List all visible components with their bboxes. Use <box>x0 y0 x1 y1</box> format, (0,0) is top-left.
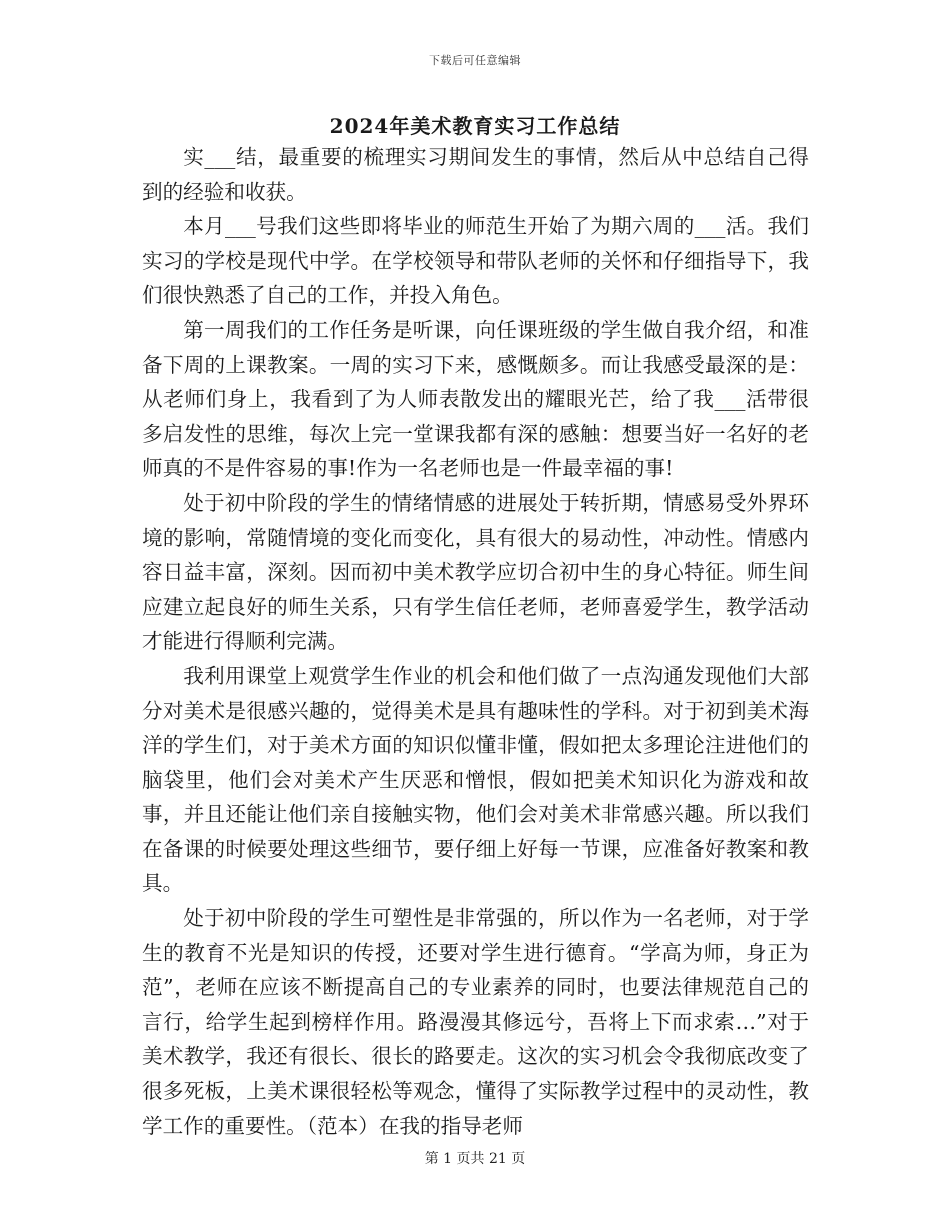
paragraph-6: 处于初中阶段的学生可塑性是非常强的，所以作为一名老师，对于学生的教育不光是知识的传授，还要对学生进行德育。“学高为师，身正为范”，老师在应该不断提高自己的专业素养的同时，也要法律规范自己的言行，给学生起到榜样作用。路漫漫其修远兮，吾将上下而求索…”对于美术教学，我还有很长、很长的路要走。这次的实习机会令我彻底改变了很多死板，上美术课很轻松等观念，懂得了实际教学过程中的灵动性，教学工作的重要性。（范本）在我的指导老师 <box>142 906 809 1138</box>
paragraph-4: 处于初中阶段的学生的情绪情感的进展处于转折期，情感易受外界环境的影响，常随情境的变化而变化，具有很大的易动性，冲动性。情感内容日益丰富，深刻。因而初中美术教学应切合初中生的身心特征。师生间应建立起良好的师生关系，只有学生信任老师，老师喜爱学生，教学活动才能进行得顺利完满。 <box>142 490 809 654</box>
document-title: 2024年美术教育实习工作总结 <box>329 114 621 138</box>
page-number: 第 1 页共 21 页 <box>424 1151 526 1167</box>
paragraph-2: 本月___号我们这些即将毕业的师范生开始了为期六周的___活。我们实习的学校是现代中学。在学校领导和带队老师的关怀和仔细指导下，我们很快熟悉了自己的工作，并投入角色。 <box>142 214 809 308</box>
paragraph-1: 实___结，最重要的梳理实习期间发生的事情，然后从中总结自己得到的经验和收获。 <box>142 145 809 204</box>
paragraph-3: 第一周我们的工作任务是听课，向任课班级的学生做自我介绍，和准备下周的上课教案。一周的实习下来，感慨颇多。而让我感受最深的是：从老师们身上，我看到了为人师表散发出的耀眼光芒，给了我___活带很多启发性的思维，每次上完一堂课我都有深的感触：想要当好一名好的老师真的不是件容易的事!作为一名老师也是一件最幸福的事! <box>142 317 809 481</box>
paragraph-5: 我利用课堂上观赏学生作业的机会和他们做了一点沟通发现他们大部分对美术是很感兴趣的，觉得美术是具有趣味性的学科。对于初到美术海洋的学生们，对于美术方面的知识似懂非懂，假如把太多理论注进他们的脑袋里，他们会对美术产生厌恶和憎恨，假如把美术知识化为游戏和故事，并且还能让他们亲自接触实物，他们会对美术非常感兴趣。所以我们在备课的时候要处理这些细节，要仔细上好每一节课，应准备好教案和教具。 <box>142 663 809 896</box>
document-body <box>142 140 809 1143</box>
header-note: 下载后可任意编辑 <box>429 54 521 67</box>
